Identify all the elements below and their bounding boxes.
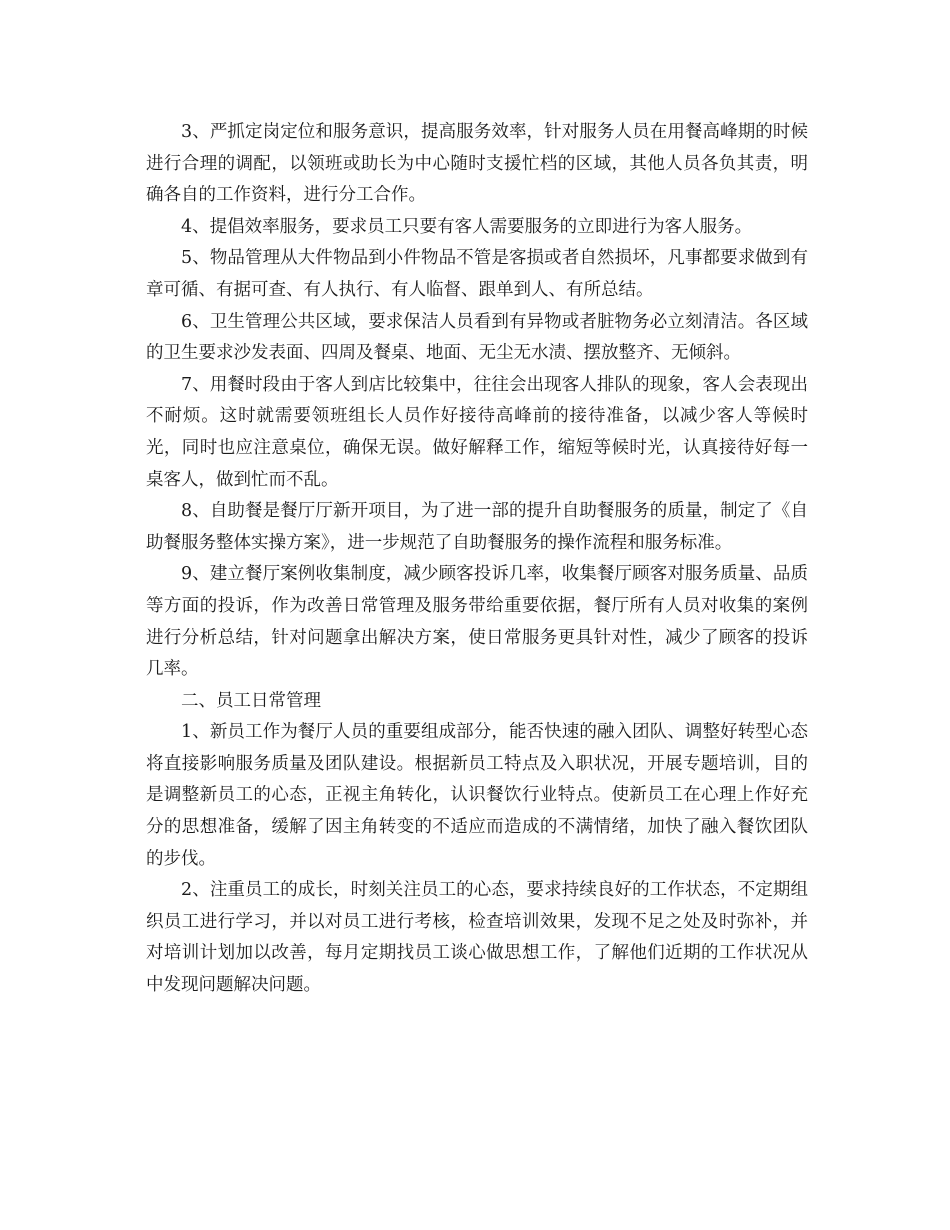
paragraph-staff-item-1: 1、新员工作为餐厅人员的重要组成部分，能否快速的融入团队、调整好转型心态将直接影响服务质量及团队建设。根据新员工特点及入职状况，开展专题培训，目的是调整新员工的心态，正视主角转化，认识餐饮行业特点。使新员工在心理上作好充分的思想准备，缓解了因主角转变的不适应而造成的不满情绪，加快了融入餐饮团队的步伐。 — [146, 722, 808, 869]
paragraph-item-8: 8、自助餐是餐厅厅新开项目，为了进一部的提升自助餐服务的质量，制定了《自助餐服务整体实操方案》，进一步规范了自助餐服务的操作流程和服务标准。 — [146, 501, 808, 553]
document-body — [146, 117, 808, 1002]
paragraph-staff-item-2: 2、注重员工的成长，时刻关注员工的心态，要求持续良好的工作状态，不定期组织员工进行学习，并以对员工进行考核，检查培训效果，发现不足之处及时弥补，并对培训计划加以改善，每月定期找员工谈心做思想工作，了解他们近期的工作状况从中发现问题解决问题。 — [146, 880, 808, 996]
paragraph-item-5: 5、物品管理从大件物品到小件物品不管是客损或者自然损坏，凡事都要求做到有章可循、有据可查、有人执行、有人临督、跟单到人、有所总结。 — [146, 248, 808, 300]
paragraph-item-6: 6、卫生管理公共区域，要求保洁人员看到有异物或者脏物务必立刻清洁。各区域的卫生要求沙发表面、四周及餐桌、地面、无尘无水渍、摆放整齐、无倾斜。 — [146, 311, 808, 364]
paragraph-item-9: 9、建立餐厅案例收集制度，减少顾客投诉几率，收集餐厅顾客对服务质量、品质等方面的投诉，作为改善日常管理及服务带给重要依据，餐厅所有人员对收集的案例进行分析总结，针对问题拿出解决方案，使日常服务更具针对性，减少了顾客的投诉几率。 — [146, 564, 808, 680]
paragraph-item-7: 7、用餐时段由于客人到店比较集中，往往会出现客人排队的现象，客人会表现出不耐烦。这时就需要领班组长人员作好接待高峰前的接待准备，以减少客人等候时光，同时也应注意桌位，确保无误。做好解释工作，缩短等候时光，认真接待好每一桌客人，做到忙而不乱。 — [146, 374, 808, 490]
paragraph-item-3: 3、严抓定岗定位和服务意识，提高服务效率，针对服务人员在用餐高峰期的时候进行合理的调配，以领班或助长为中心随时支援忙档的区域，其他人员各负其责，明确各自的工作资料，进行分工合作。 — [146, 122, 808, 206]
paragraph-item-4: 4、提倡效率服务，要求员工只要有客人需要服务的立即进行为客人服务。 — [181, 216, 753, 237]
section-heading-staff-management: 二、员工日常管理 — [181, 690, 321, 711]
